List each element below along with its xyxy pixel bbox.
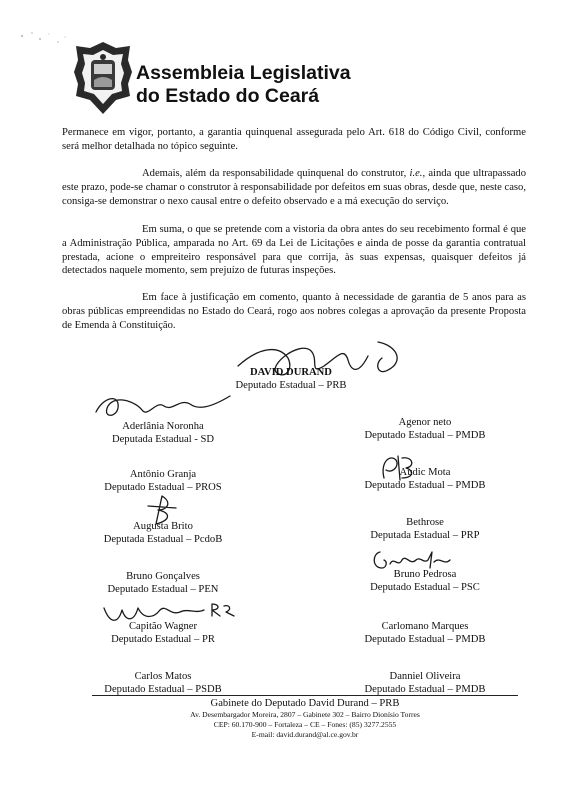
signatory-role: Deputado Estadual – PSC: [370, 582, 480, 593]
footer-email: E-mail: david.durand@al.ce.gov.br: [251, 730, 359, 739]
signature-mark: [90, 388, 240, 424]
org-title-line1: Assembleia Legislativa: [136, 62, 351, 84]
scan-specks: [18, 30, 78, 60]
signatory-role: Deputada Estadual – PcdoB: [103, 534, 223, 545]
signatory-name: Agenor neto: [398, 417, 452, 428]
signatory-name: Antônio Granja: [129, 469, 197, 480]
signatory-right-5: [330, 620, 520, 646]
signatory-role: Deputado Estadual – PEN: [107, 584, 219, 595]
signatory-name: Aderlânia Noronha: [122, 421, 204, 432]
signatory-name: Bruno Gonçalves: [126, 571, 200, 582]
state-crest-icon: [72, 40, 134, 116]
signatory-left-2: [68, 468, 258, 494]
paragraph-3: Em suma, o que se pretende com a vistoria da obra antes do seu recebimento formal é que a Administração Pública, amparada no Art. 69 da Lei de Licitações e ainda de posse da garantia contratual prestada, acione o empreiteiro responsável para que corrija, às suas expensas, quaisquer defeitos já detectados naquele momento, sem prejuízo de futuras inspeções.: [62, 224, 526, 277]
signatory-right-3: [330, 516, 520, 542]
org-title: [136, 62, 351, 108]
signatory-name: Bethrose: [406, 517, 444, 528]
paragraph-1: Permanece em vigor, portanto, a garantia quinquenal assegurada pelo Art. 618 do Código Civil, conforme será melhor detalhada no tópico seguinte.: [62, 127, 526, 152]
signatory-left-5: [68, 620, 258, 646]
footer-cep: CEP: 60.170-900 – Fortaleza – CE – Fones: (85) 3277.2555: [213, 720, 397, 729]
signatory-name: Danniel Oliveira: [389, 671, 461, 682]
signatory-role: Deputado Estadual – PROS: [104, 482, 222, 493]
signatory-role: Deputado Estadual – PMDB: [364, 684, 486, 695]
signatory-right-2: [330, 466, 520, 492]
footer-office: Gabinete do Deputado David Durand – PRB: [210, 698, 400, 709]
signatory-role: Deputado Estadual – PR: [111, 634, 215, 645]
signatory-right-1: [330, 416, 520, 442]
paragraph-4: Em face à justificação em comento, quanto à necessidade de garantia de 5 anos para as obras públicas empreendidas no Estado do Ceará, rogo aos nobres colegas a aprovação da presente Proposta de Emenda à Constituição.: [62, 292, 526, 331]
author-signature-block: [196, 366, 386, 392]
signatory-name: Carlos Matos: [134, 671, 192, 682]
signatory-right-4: [330, 568, 520, 594]
signatory-right-6: [330, 670, 520, 696]
signatory-role: Deputada Estadual - SD: [111, 434, 215, 445]
org-title-line2: do Estado do Ceará: [136, 85, 320, 107]
signatory-left-6: [68, 670, 258, 696]
author-role: Deputado Estadual – PRB: [235, 380, 347, 391]
footer: [92, 697, 518, 740]
signatory-name: Capitão Wagner: [128, 621, 198, 632]
signatory-left-3: [68, 520, 258, 546]
signatory-left-1: [68, 420, 258, 446]
signatory-name: Bruno Pedrosa: [393, 569, 457, 580]
signatory-role: Deputado Estadual – PMDB: [364, 430, 486, 441]
signatory-name: Augusta Brito: [133, 521, 193, 532]
signatory-name: Carlomano Marques: [381, 621, 469, 632]
signatory-role: Deputado Estadual – PSDB: [104, 684, 222, 695]
author-name: DAVID DURAND: [250, 367, 332, 378]
signatory-left-4: [68, 570, 258, 596]
signatory-role: Deputado Estadual – PMDB: [364, 634, 486, 645]
signatory-role: Deputado Estadual – PMDB: [364, 480, 486, 491]
signatory-role: Deputada Estadual – PRP: [370, 530, 480, 541]
footer-address: Av. Desembargador Moreira, 2807 – Gabinete 302 – Bairro Dionísio Torres: [190, 710, 420, 719]
signatory-name: Audic Mota: [399, 467, 451, 478]
footer-divider: [92, 695, 518, 696]
paragraph-2: Ademais, além da responsabilidade quinquenal do construtor, i.e., ainda que ultrapassado este prazo, pode-se chamar o construtor à responsabilidade por defeitos em suas obras, desde que, neste caso, consiga-se demonstrar o nexo causal entre o defeito observado e a má execução do serviço.: [62, 168, 526, 207]
